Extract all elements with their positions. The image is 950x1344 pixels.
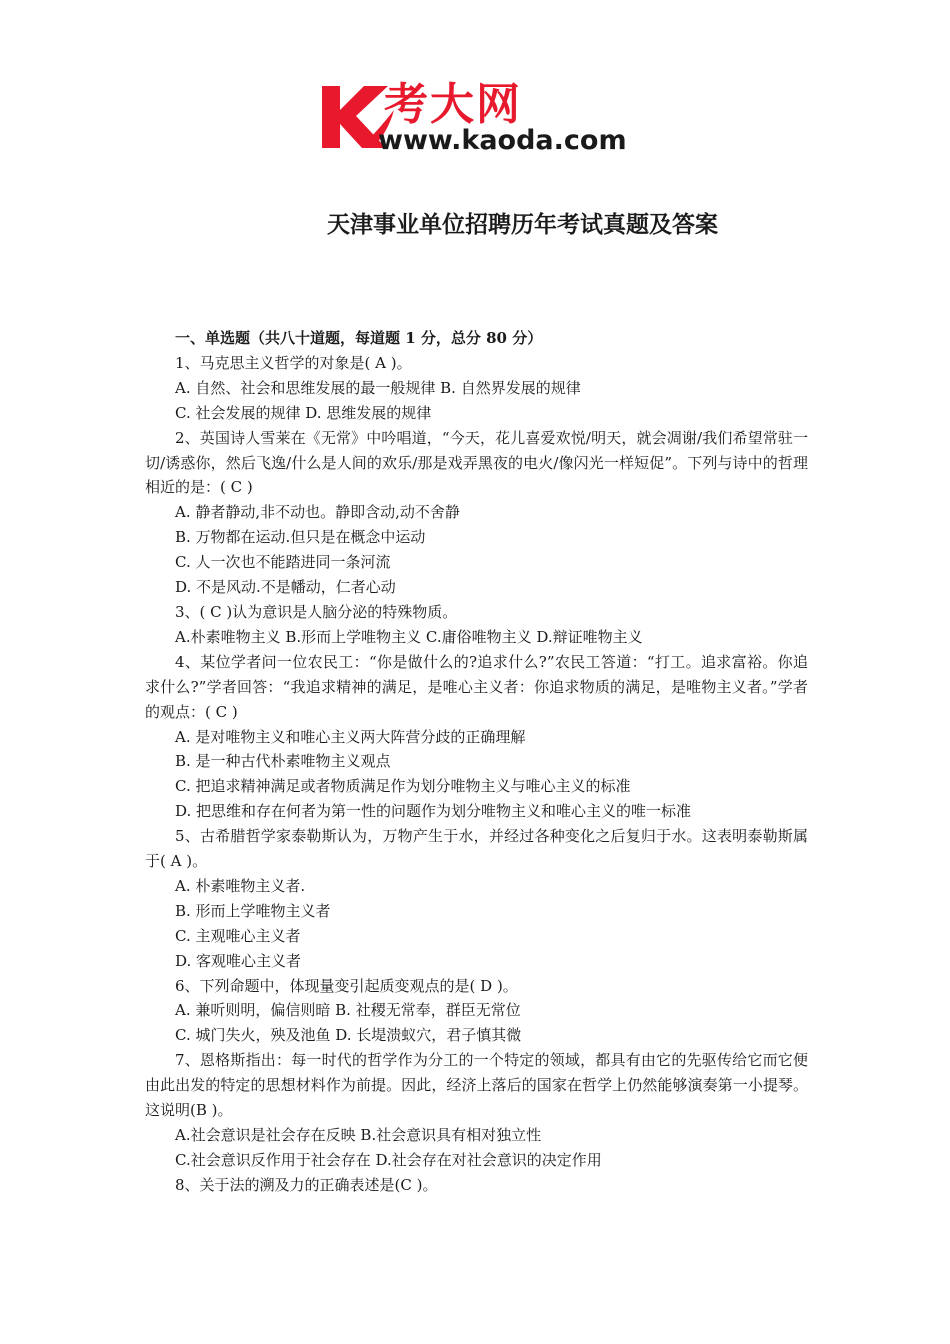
question-text: 3、( C )认为意识是人脑分泌的特殊物质。: [175, 602, 458, 621]
answer-option: A. 兼听则明，偏信则暗 B. 社稷无常奉，群臣无常位: [175, 1001, 521, 1020]
answer-option: A. 静者静动,非不动也。静即含动,动不舍静: [175, 503, 460, 522]
answer-option: A.社会意识是社会存在反映 B.社会意识具有相对独立性: [175, 1126, 542, 1144]
answer-option: C. 城门失火，殃及池鱼 D. 长堤溃蚁穴，君子慎其微: [175, 1026, 522, 1045]
question-text: 6、下列命题中，体现量变引起质变观点的是( D )。: [175, 976, 518, 995]
answer-option: D. 客观唯心主义者: [175, 951, 302, 970]
answer-option: A. 自然、社会和思维发展的最一般规律 B. 自然界发展的规律: [175, 378, 581, 397]
logo-brand-text: 考大网: [384, 79, 522, 130]
logo-url-text: www.kaoda.com: [378, 125, 627, 156]
answer-option: C.社会意识反作用于社会存在 D.社会存在对社会意识的决定作用: [175, 1150, 602, 1169]
section-heading: 一、单选题（共八十道题，每道题 1 分，总分 80 分）: [175, 329, 543, 347]
question-text: 4、某位学者问一位农民工：“你是做什么的?追求什么?”农民工答道：“打工。追求富裕。你追求什么?”学者回答：“我追求精神的满足，是唯心主义者：你追求物质的满足，是唯物主义者。”学者的观点：( C ): [145, 652, 808, 721]
answer-option: C. 社会发展的规律 D. 思维发展的规律: [175, 403, 432, 422]
document-title: 天津事业单位招聘历年考试真题及答案: [327, 212, 718, 238]
question-text: 5、古希腊哲学家泰勒斯认为，万物产生于水，并经过各种变化之后复归于水。这表明泰勒斯属于( A )。: [145, 827, 808, 871]
answer-option: B. 形而上学唯物主义者: [175, 901, 331, 920]
question-text: 7、恩格斯指出：每一时代的哲学作为分工的一个特定的领域，都具有由它的先驱传给它而它便由此出发的特定的思想材料作为前提。因此，经济上落后的国家在哲学上仍然能够演奏第一小提琴。这说明(B )。: [145, 1051, 808, 1120]
answer-option: A. 是对唯物主义和唯心主义两大阵营分歧的正确理解: [175, 727, 526, 746]
answer-option: C. 主观唯心主义者: [175, 926, 301, 945]
answer-option: A.朴素唯物主义 B.形而上学唯物主义 C.庸俗唯物主义 D.辩证唯物主义: [175, 627, 643, 646]
answer-option: D. 把思维和存在何者为第一性的问题作为划分唯物主义和唯心主义的唯一标准: [175, 802, 692, 821]
document-body: [145, 326, 808, 1198]
answer-option: C. 把追求精神满足或者物质满足作为划分唯物主义与唯心主义的标准: [175, 777, 631, 796]
answer-option: C. 人一次也不能踏进同一条河流: [175, 553, 391, 572]
kaoda-logo: [318, 80, 638, 160]
answer-option: B. 是一种古代朴素唯物主义观点: [175, 752, 391, 771]
answer-option: A. 朴素唯物主义者.: [175, 876, 306, 895]
answer-option: B. 万物都在运动.但只是在概念中运动: [175, 528, 426, 547]
question-text: 1、马克思主义哲学的对象是( A )。: [175, 353, 412, 372]
question-text: 2、英国诗人雪莱在《无常》中吟唱道，“今天，花儿喜爱欢悦/明天，就会凋谢/我们希望常驻一切/诱惑你，然后飞逸/什么是人间的欢乐/那是戏弄黑夜的电火/像闪光一样短促”。下列与诗中的哲理相近的是：( C ): [145, 428, 808, 497]
question-text: 8、关于法的溯及力的正确表述是(C )。: [175, 1175, 438, 1194]
answer-option: D. 不是风动.不是幡动，仁者心动: [175, 578, 396, 597]
